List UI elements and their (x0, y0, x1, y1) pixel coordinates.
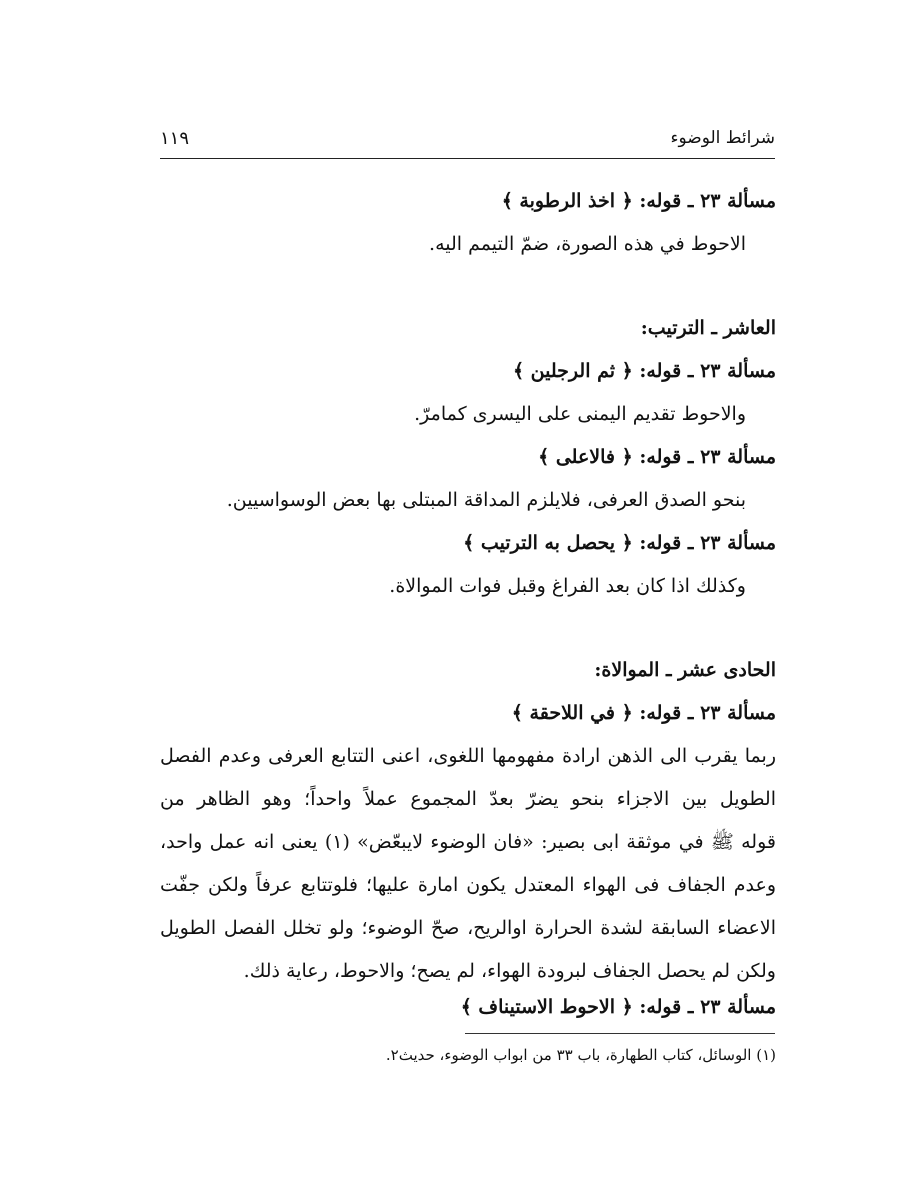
paragraph-line: ولكن لم يحصل الجفاف لبرودة الهواء، لم يصح؛ والاحوط، رعاية ذلك. (243, 960, 776, 982)
issue-text: وكذلك اذا كان بعد الفراغ وقبل فوات الموالاة. (389, 575, 746, 597)
paragraph-line: الاعضاء السابقة لشدة الحرارة اوالريح، صحّ الوضوء؛ ولو تخلل الفصل الطويل (160, 917, 776, 939)
issue-text: والاحوط تقديم اليمنى على اليسرى كمامرّ. (414, 403, 746, 425)
paragraph-line: ربما يقرب الى الذهن ارادة مفهومها اللغوى، اعنى التتابع العرفى وعدم الفصل (160, 745, 776, 767)
issue-text: الاحوط في هذه الصورة، ضمّ التيمم اليه. (429, 233, 746, 255)
paragraph-line: وعدم الجفاف فى الهواء المعتدل يكون امارة عليها؛ فلوتتابع عرفاً ولكن جفّت (160, 874, 776, 896)
issue-heading: مسألة ٢٣ ـ قوله: ﴿ ثم الرجلين ﴾ (512, 360, 776, 382)
footnote: (١) الوسائل، كتاب الطهارة، باب ٣٣ من ابواب الوضوء، حديث٢. (385, 1046, 776, 1064)
section-heading: العاشر ـ الترتيب: (640, 317, 776, 339)
footnote-rule (465, 1033, 775, 1034)
paragraph-line: قوله ﷺ في موثقة ابى بصير: «فان الوضوء لايبعّض» (١) يعنى انه عمل واحد، (160, 831, 776, 853)
issue-heading: مسألة ٢٣ ـ قوله: ﴿ يحصل به الترتيب ﴾ (463, 532, 776, 554)
issue-text: بنحو الصدق العرفى، فلايلزم المداقة المبتلى بها بعض الوسواسيين. (226, 489, 746, 511)
issue-heading: مسألة ٢٣ ـ قوله: ﴿ اخذ الرطوبة ﴾ (501, 190, 776, 212)
chapter-title: شرائط الوضوء (670, 128, 775, 148)
paragraph-line: الطويل بين الاجزاء بنحو يضرّ بعدّ المجموع عملاً واحداً؛ وهو الظاهر من (160, 788, 776, 810)
issue-heading: مسألة ٢٣ ـ قوله: ﴿ في اللاحقة ﴾ (511, 702, 776, 724)
issue-heading: مسألة ٢٣ ـ قوله: ﴿ فالاعلى ﴾ (538, 446, 776, 468)
running-header (160, 128, 775, 159)
issue-heading: مسألة ٢٣ ـ قوله: ﴿ الاحوط الاستيناف ﴾ (460, 996, 776, 1018)
page-number: ١١٩ (160, 128, 190, 149)
section-heading: الحادى عشر ـ الموالاة: (594, 659, 776, 681)
